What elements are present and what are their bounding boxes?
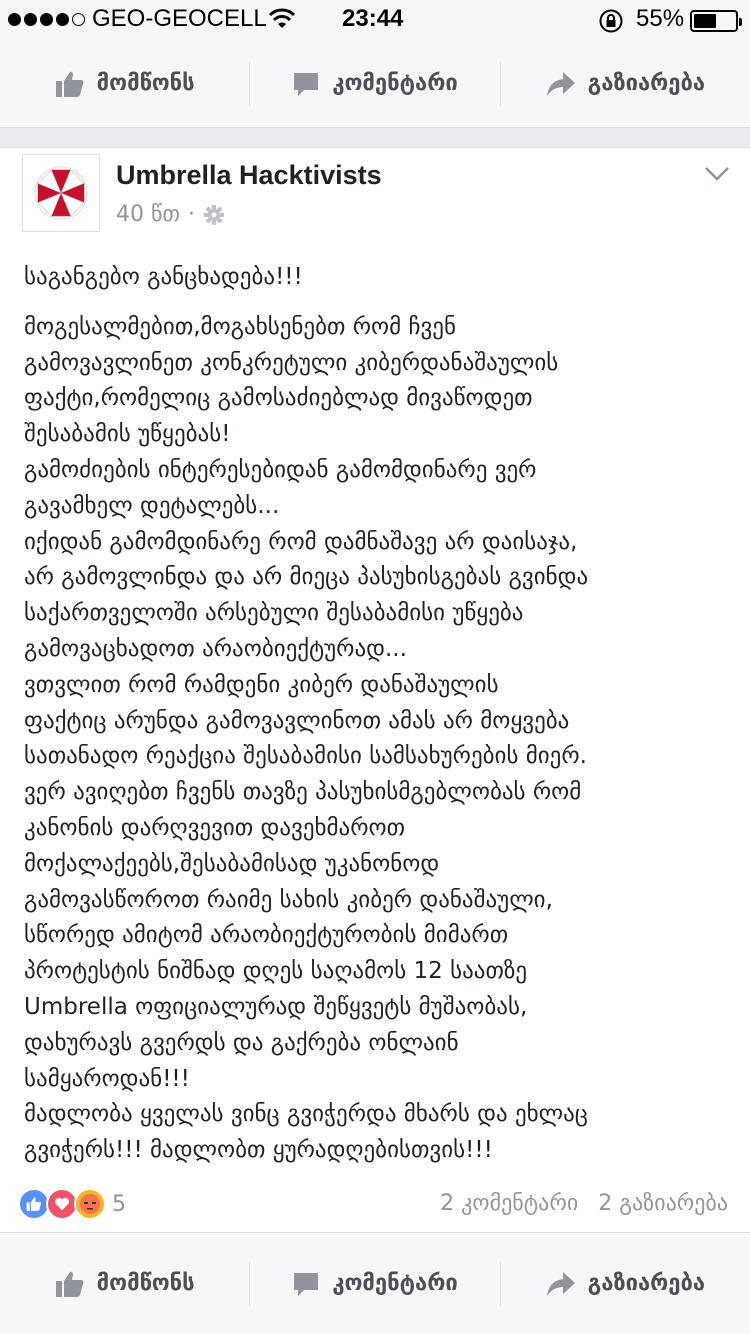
- battery-percent: 55%: [636, 5, 685, 32]
- battery-cap: [739, 18, 742, 26]
- post-line: გამოვავლინეთ კონკრეტული კიბერდანაშაულის: [24, 349, 559, 376]
- post-card: [0, 147, 750, 1232]
- post-time[interactable]: 40 წთ: [116, 202, 180, 227]
- share-button[interactable]: [500, 62, 750, 106]
- post-meta: [116, 202, 225, 227]
- like-label: მომწონს: [96, 71, 195, 96]
- comments-count[interactable]: 2 კომენტარი: [440, 1191, 579, 1216]
- share-label: გაზიარება: [587, 71, 706, 96]
- like-label: მომწონს: [96, 1271, 195, 1296]
- signal-dot-filled: [56, 13, 69, 26]
- post-line: მოქალაქეებს,შესაბამისად უკანონოდ: [24, 850, 440, 877]
- comment-icon: [292, 70, 320, 98]
- post-line: არ გამოვლინდა და არ მიეცა პასუხისგებას გვინდა: [24, 564, 589, 591]
- post-line: ფაქტიც არუნდა გამოვავლინოთ ამას არ მოყვება: [24, 707, 570, 734]
- post-line: პროტესტის ნიშნად დღეს საღამოს 12 საათზე: [24, 958, 528, 985]
- signal-strength-icon: [8, 13, 85, 26]
- signal-dot-empty: [72, 13, 85, 26]
- action-bar-bottom: [0, 1232, 750, 1334]
- umbrella-logo-icon: [32, 164, 90, 222]
- share-arrow-icon: [546, 71, 576, 97]
- clock: 23:44: [342, 5, 404, 32]
- shares-count[interactable]: 2 გაზიარება: [598, 1191, 728, 1216]
- post-line: გამოძიების ინტერესებიდან გამომდინარე ვერ: [24, 456, 537, 483]
- wifi-icon: [268, 8, 296, 30]
- thumbs-up-icon: [55, 1270, 85, 1298]
- post-line: სწორედ ამიტომ არაობიექტურობის მიმართ: [24, 922, 509, 949]
- post-line: სათანადო რეაქცია შესაბამისი სამსახურების მიერ.: [24, 743, 587, 770]
- page-name[interactable]: Umbrella Hacktivists: [116, 160, 382, 190]
- post-line: კანონის დარღვევით დავეხმაროთ: [24, 814, 406, 841]
- angry-reaction-icon: [74, 1188, 106, 1220]
- comment-icon: [292, 1270, 320, 1298]
- post-line: იქიდან გამომდინარე რომ დამნაშავე არ დაისაჯა,: [24, 528, 578, 555]
- signal-dot-filled: [8, 13, 21, 26]
- thumbs-up-icon: [55, 70, 85, 98]
- post-line: სამყაროდან!!!: [24, 1065, 190, 1092]
- rotation-lock-icon: [598, 8, 624, 34]
- post-line: ვერ ავიღებთ ჩვენს თავზე პასუხისმგებლობას რომ: [24, 779, 582, 806]
- battery-level: [694, 14, 716, 28]
- comment-label: კომენტარი: [332, 71, 458, 96]
- engagement-counts: [440, 1191, 728, 1216]
- post-line: გავამხელ დეტალებს...: [24, 492, 280, 519]
- battery-icon: [690, 10, 738, 32]
- post-line: გამოვასწოროთ რაიმე სახის კიბერ დანაშაული,: [24, 886, 553, 913]
- post-lines: [24, 310, 736, 1169]
- post-line: დახურავს გვერდს და გაქრება ონლაინ: [24, 1029, 459, 1056]
- reaction-count: 5: [112, 1191, 126, 1217]
- post-line: ვთვლით რომ რამდენი კიბერ დანაშაულის: [24, 671, 499, 698]
- post-heading: საგანგებო განცხადება!!!: [24, 264, 303, 290]
- feed-separator: [0, 129, 750, 147]
- post-line: ფაქტი,რომელიც გამოსაძიებლად მივაწოდეთ: [24, 385, 533, 412]
- gear-icon: [203, 204, 225, 226]
- post-line: საქართველოში არსებული შესაბამისი უწყება: [24, 600, 524, 627]
- status-bar: [0, 0, 750, 40]
- post-line: შესაბამის უწყებას!: [24, 421, 231, 448]
- carrier-name: GEO-GEOCELL: [92, 5, 267, 32]
- post-line: გვიჭერს!!! მადლობთ ყურადღებისთვის!!!: [24, 1137, 493, 1164]
- comment-button[interactable]: [249, 1262, 499, 1306]
- share-arrow-icon: [546, 1271, 576, 1297]
- post-line: მოგესალმებით,მოგახსენებთ რომ ჩვენ: [24, 313, 456, 340]
- share-button[interactable]: [500, 1262, 750, 1306]
- comment-button[interactable]: [249, 62, 499, 106]
- post-line: მადლობა ყველას ვინც გვიჭერდა მხარს და ეხლაც: [24, 1101, 588, 1128]
- post-line: გამოვაცხადოთ არაობიექტურად...: [24, 635, 407, 662]
- chevron-down-icon[interactable]: [704, 166, 730, 182]
- share-label: გაზიარება: [587, 1271, 706, 1296]
- comment-label: კომენტარი: [332, 1271, 458, 1296]
- signal-dot-filled: [40, 13, 53, 26]
- post-body: [24, 260, 736, 1169]
- action-bar-top: [0, 40, 750, 128]
- meta-separator: ·: [188, 202, 195, 227]
- like-button[interactable]: [0, 62, 249, 106]
- like-button[interactable]: [0, 1262, 249, 1306]
- signal-dot-filled: [24, 13, 37, 26]
- post-line: Umbrella ოფიციალურად შეწყვეტს მუშაობას,: [24, 993, 528, 1020]
- reactions-summary[interactable]: [18, 1188, 126, 1220]
- page-avatar[interactable]: [22, 154, 100, 232]
